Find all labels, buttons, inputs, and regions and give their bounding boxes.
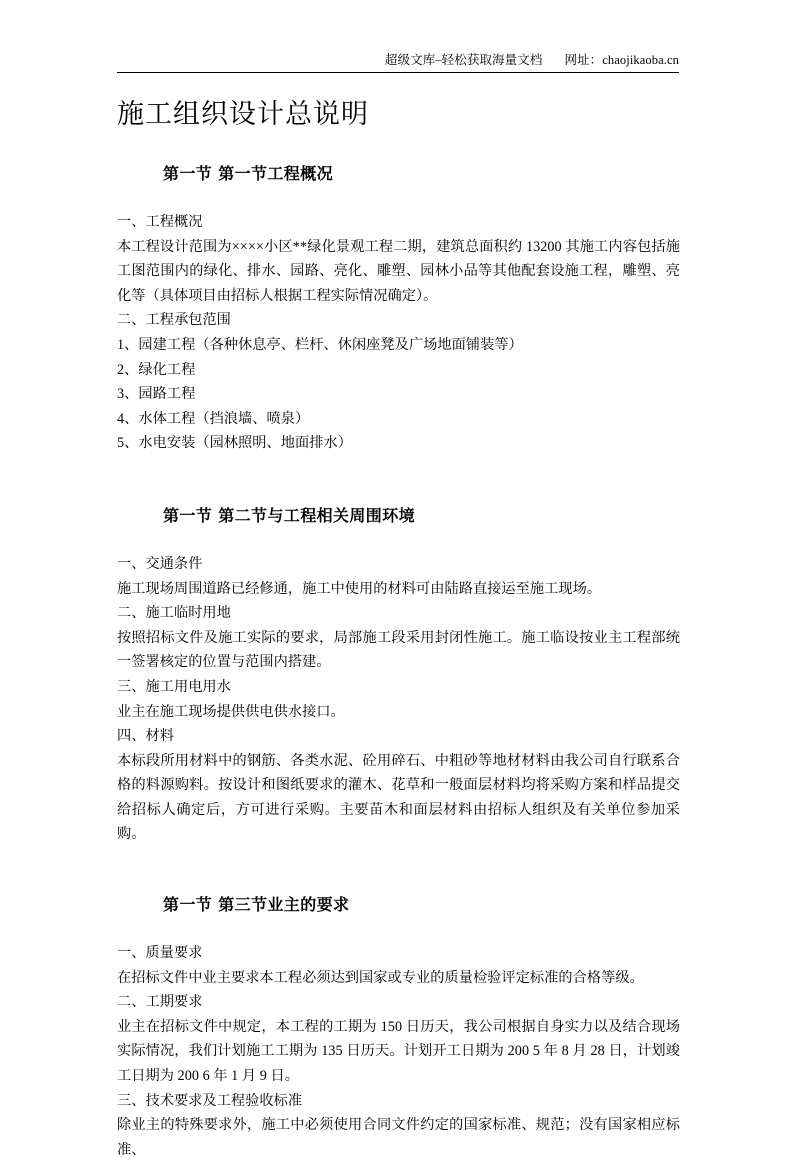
paragraph: 按照招标文件及施工实际的要求，局部施工段采用封闭性施工。施工临设按业主工程部统一签署核定的位置与范围内搭建。 bbox=[117, 629, 680, 671]
paragraph: 本工程设计范围为××××小区**绿化景观工程二期，建筑总面积约 13200 其施工内容包括施工图范围内的绿化、排水、园路、亮化、雕塑、园林小品等其他配套设施工程，雕塑、亮化等（具体项目由招标人根据工程实际情况确定）。 bbox=[117, 238, 680, 304]
section-heading-3 bbox=[117, 893, 680, 919]
header-library-name: 超级文库–轻松获取海量文档 bbox=[384, 53, 543, 67]
paragraph: 四、材料 bbox=[117, 728, 174, 745]
list-item: 2、绿化工程 bbox=[117, 361, 196, 378]
paragraph: 二、工程承包范围 bbox=[117, 312, 231, 329]
list-item: 4、水体工程（挡浪墙、喷泉） bbox=[117, 410, 310, 427]
section-3-prefix: 第一节 bbox=[163, 897, 213, 915]
list-item: 5、水电安装（园林照明、地面排水） bbox=[117, 435, 352, 452]
spacer bbox=[117, 530, 680, 552]
paragraph: 三、施工用电用水 bbox=[117, 678, 231, 695]
section-heading-1 bbox=[117, 162, 680, 188]
header-site-url: chaojikaoba.cn bbox=[602, 53, 679, 67]
paragraph: 一、工程概况 bbox=[117, 214, 203, 230]
paragraph: 三、技术要求及工程验收标准 bbox=[117, 1092, 303, 1109]
paragraph: 一、质量要求 bbox=[117, 945, 203, 962]
paragraph: 施工现场周围道路已经修通，施工中使用的材料可由陆路直接运至施工现场。 bbox=[117, 580, 602, 597]
paragraph: 业主在招标文件中规定，本工程的工期为 150 日历天，我公司根据自身实力以及结合现场实际情况，我们计划施工工期为 135 日历天。计划开工日期为 200 5 年 8 月 28 日，计划竣工日期为 200 6 年 1 月 9 日。 bbox=[117, 1018, 680, 1085]
running-header bbox=[117, 52, 679, 73]
paragraph: 二、施工临时用地 bbox=[117, 605, 231, 622]
paragraph: 本标段所用材料中的钢筋、各类水泥、砼用碎石、中粗砂等地材材料由我公司自行联系合格的料源购料。按设计和图纸要求的灌木、花草和一般面层材料均将采购方案和样品提交给招标人确定后，方可进行采购。主要苗木和面层材料由招标人组织及有关单位参加采购。 bbox=[117, 752, 680, 843]
list-item: 1、园建工程（各种休息亭、栏杆、休闲座凳及广场地面铺装等） bbox=[117, 336, 523, 353]
spacer bbox=[117, 188, 680, 210]
section-2-title: 第二节与工程相关周围环境 bbox=[218, 507, 416, 525]
list-item: 3、园路工程 bbox=[117, 386, 196, 403]
spacer bbox=[117, 456, 680, 504]
section-3-title: 第三节业主的要求 bbox=[218, 897, 350, 915]
paragraph: 一、交通条件 bbox=[117, 555, 203, 572]
paragraph: 业主在施工现场提供供电供水接口。 bbox=[117, 703, 345, 720]
section-1-prefix: 第一节 bbox=[163, 166, 213, 183]
spacer bbox=[117, 847, 680, 893]
paragraph: 除业主的特殊要求外，施工中必须使用合同文件约定的国家标准、规范；没有国家相应标准、 bbox=[117, 1117, 680, 1158]
spacer bbox=[117, 919, 680, 941]
spacer bbox=[117, 146, 680, 162]
page-title: 施工组织设计总说明 bbox=[117, 99, 369, 129]
section-2-prefix: 第一节 bbox=[163, 507, 213, 525]
section-heading-2 bbox=[117, 504, 680, 530]
section-1-title: 第一节工程概况 bbox=[218, 166, 334, 183]
header-site-label: 网址： bbox=[564, 53, 603, 67]
paragraph: 二、工期要求 bbox=[117, 994, 203, 1011]
paragraph: 在招标文件中业主要求本工程必须达到国家或专业的质量检验评定标准的合格等级。 bbox=[117, 969, 644, 986]
document-body bbox=[117, 92, 680, 1162]
